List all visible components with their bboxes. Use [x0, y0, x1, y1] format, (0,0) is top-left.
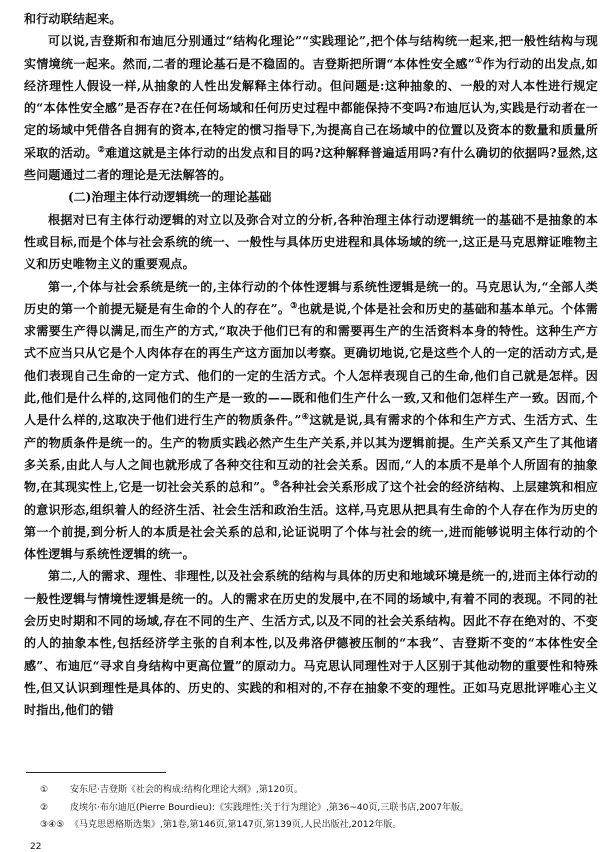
paragraph-second-point: 第二,人的需求、理性、非理性,以及社会系统的结构与具体的历史和地域环境是统一的,进而主体行动的一般性逻辑与情境性逻辑是统一的。人的需求在历史的发展中,在不同的场域中,有着不同的表现。不同的社会历史时期和不同的场域,存在不同的生产、生活方式,以及不同的社会关系结构。因此不存在绝对的、不变的人的抽象本性,包括经济学主张的自利本性,以及弗洛伊德被压制的“本我”、吉登斯不变的“本体性安全感”、布迪厄“寻求自身结构中更高位置”的原动力。马克思认同理性对于人区别于其他动物的重要性和特殊性,但又认识到理性是具体的、历史的、实践的和相对的,不存在抽象不变的理性。正如马克思批评唯心主义时指出,他们的错 — [24, 569, 598, 718]
article-body — [24, 8, 598, 722]
footnote-divider — [26, 772, 166, 773]
footnote-item: ② 皮埃尔·布尔迪厄(Pierre Bourdieu):《实践理性:关于行为理论》,第36~40页,三联书店,2007年版。 — [40, 802, 469, 813]
footnote-ref-3[interactable]: ③ — [290, 299, 298, 310]
footnote-item: ③④⑤ 《马克思恩格斯选集》,第1卷,第146页,第147页,第139页,人民出版社,2012年版。 — [40, 820, 402, 830]
footnote-ref-1[interactable]: ① — [474, 54, 483, 65]
footnote-ref-5[interactable]: ⑤ — [272, 478, 280, 489]
footnote-ref-2[interactable]: ② — [97, 143, 106, 154]
section-heading: (二)治理主体行动逻辑统一的理论基础 — [68, 190, 272, 205]
footnote-item: ① 安东尼·吉登斯《社会的构成:结构化理论大纲》,第120页。 — [40, 785, 303, 795]
paragraph-continuation: 和行动联结起来。 — [24, 12, 122, 26]
footnote-ref-4[interactable]: ④ — [301, 411, 310, 422]
footnotes — [26, 782, 596, 835]
paragraph-theory-critique: 可以说,吉登斯和布迪厄分别通过“结构化理论”“实践理论”,把个体与结构统一起来,把一般性结构与现实情境统一起来。然而,二者的理论基石是不稳固的。吉登斯把所谓“本体性安全感”①作为行动的出发点,如经济理性人假设一样,从抽象的人性出发解释主体行动。但问题是:这种抽象的、一般的对人本性进行规定的“本体性安全感”是否存在?在任何场域和任何历史过程中都能保持不变吗?布迪厄认为,实践是行动者在一定的场域中凭借各自拥有的资本,在特定的惯习指导下,为提高自己在场域中的位置以及资本的数量和质量所采取的活动。②难道这就是主体行动的出发点和目的吗?这种解释普遍适用吗?有什么确切的依据吗?显然,这些问题通过二者的理论是无法解答的。 — [24, 34, 599, 183]
paragraph-foundation: 根据对已有主体行动逻辑的对立以及弥合对立的分析,各种治理主体行动逻辑统一的基础不是抽象的本性或目标,而是个体与社会系统的统一、一般性与具体历史进程和具体场域的统一,这正是马克思辩证唯物主义和历史唯物主义的重要观点。 — [24, 212, 598, 272]
paragraph-first-point: 第一,个体与社会系统是统一的,主体行动的个体性逻辑与系统性逻辑是统一的。马克思认为,“全部人类历史的第一个前提无疑是有生命的个人的存在”。③也就是说,个体是社会和历史的基础和基本单元。个体需求需要生产得以满足,而生产的方式,“取决于他们已有的和需要再生产的生活资料本身的特性。这种生产方式不应当只从它是个人肉体存在的再生产这方面加以考察。更确切地说,它是这些个人的一定的活动方式,是他们表现自己生命的一定方式、他们的一定的生活方式。个人怎样表现自己的生命,他们自己就是怎样。因此,他们是什么样的,这同他们的生产是一致的——既和他们生产什么一致,又和他们怎样生产一致。因而,个人是什么样的,这取决于他们进行生产的物质条件。”④这就是说,具有需求的个体和生产方式、生活方式、生产的物质条件是统一的。生产的物质实践必然产生生产关系,并以其为逻辑前提。生产关系又产生了其他诸多关系,由此人与人之间也就形成了各种交往和互动的社会关系。因而,“人的本质不是单个人所固有的抽象物,在其现实性上,它是一切社会关系的总和”。⑤各种社会关系形成了这个社会的经济结构、上层建筑和相应的意识形态,组织着人的经济生活、社会生活和政治生活。这样,马克思从把具有生命的个人存在作为历史的第一个前提,到分析人的本质是社会关系的总和,论证说明了个体与社会的统一,进而能够说明主体行动的个体性逻辑与系统性逻辑的统一。 — [24, 279, 599, 562]
page-number: 22 — [30, 842, 42, 852]
